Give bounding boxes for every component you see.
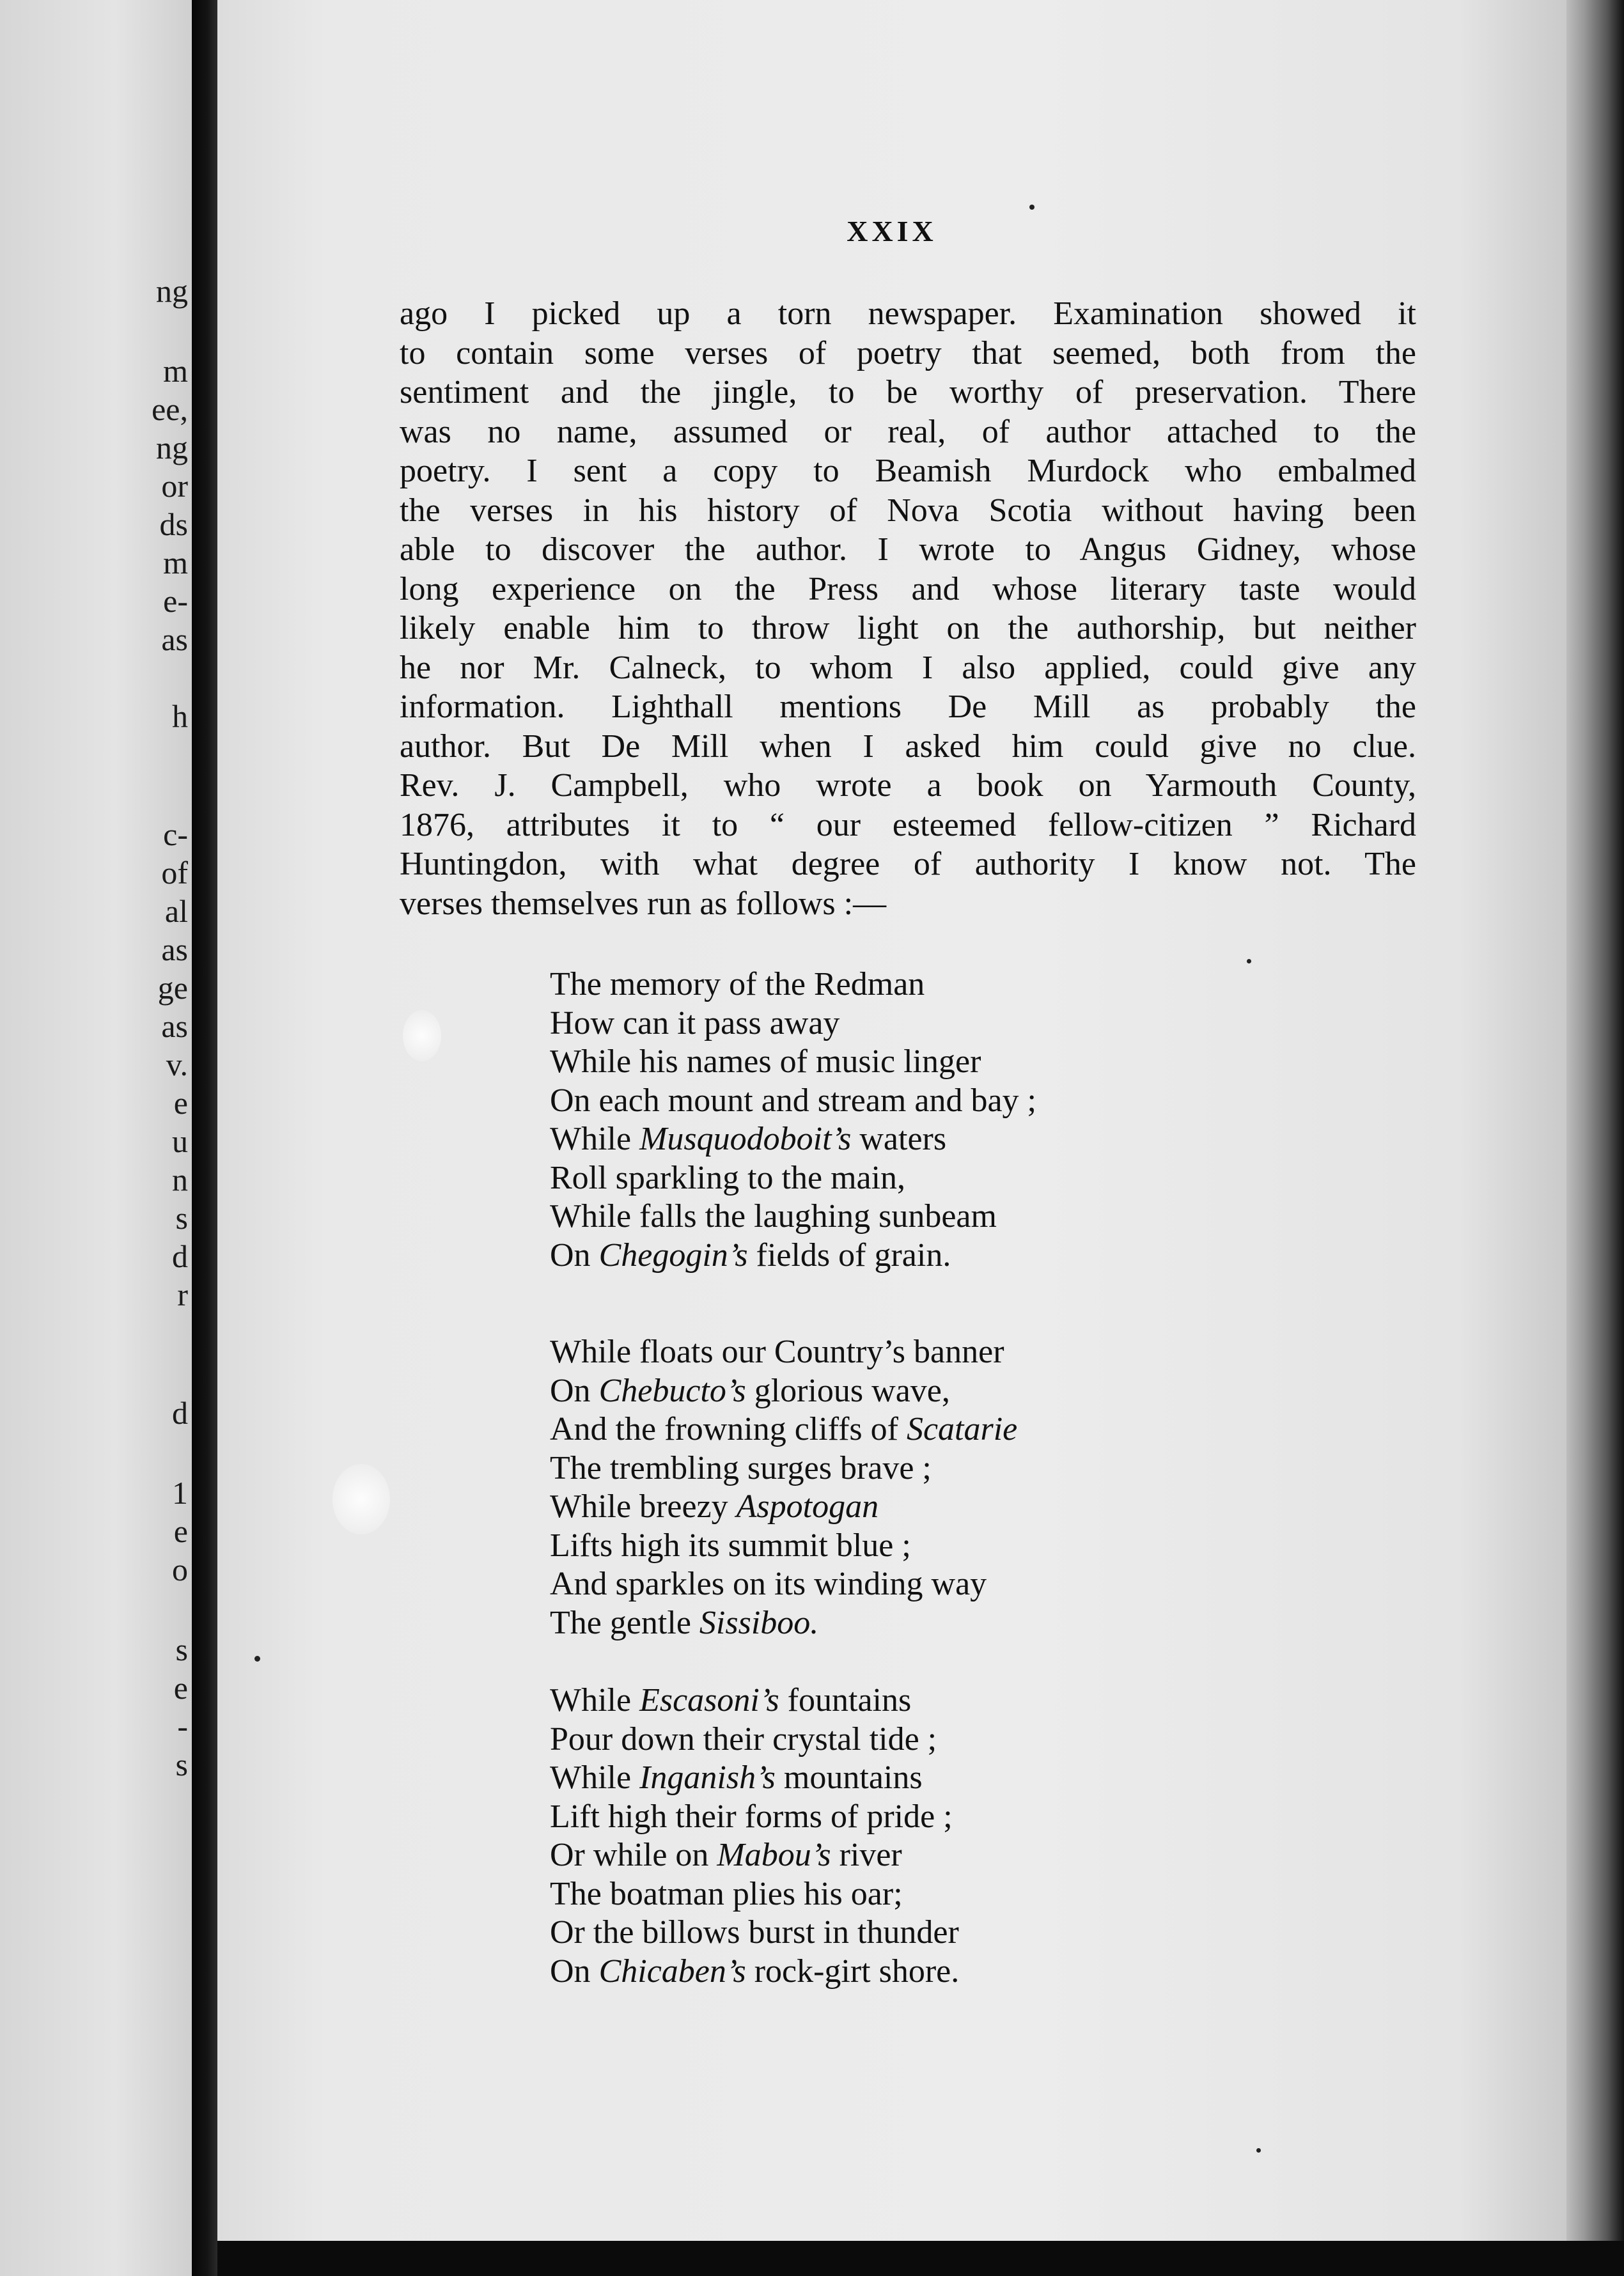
place-name: Aspotogan: [736, 1488, 879, 1525]
page-number: XXIX: [847, 215, 937, 247]
left-page-fragment: e: [173, 1513, 188, 1549]
verse-line: On each mount and stream and bay ;: [550, 1082, 1036, 1119]
left-page-fragment: s: [175, 1200, 188, 1236]
text-line: sentiment and the jingle, to be worthy of preservation. There: [400, 374, 1416, 410]
verse-line: On Chicaben’s rock-girt shore.: [550, 1953, 960, 1990]
left-page-fragment: e-: [163, 583, 188, 619]
left-page-fragment: s: [175, 1747, 188, 1782]
verse-line: Roll sparkling to the main,: [550, 1159, 906, 1196]
verse-line: While Escasoni’s fountains: [550, 1682, 912, 1719]
book-gutter: [192, 0, 217, 2276]
left-page-fragment: e: [173, 1085, 188, 1121]
left-page-fragment: v.: [166, 1047, 188, 1082]
verse-line: While Inganish’s mountains: [550, 1759, 923, 1796]
verse-line: On Chebucto’s glorious wave,: [550, 1372, 950, 1409]
left-page-fragment: s: [175, 1632, 188, 1667]
scan-speck: [254, 1656, 260, 1662]
poem-stanza-3: [550, 1681, 959, 1991]
text-line: likely enable him to throw light on the authorship, but neither: [400, 610, 1416, 646]
left-page-fragment: as: [161, 1008, 188, 1044]
place-name: Inganish’s: [639, 1759, 776, 1796]
scan-speck: [1247, 959, 1251, 963]
verse-line: The memory of the Redman: [550, 966, 925, 1002]
verse-line: While his names of music linger: [550, 1043, 981, 1080]
poem-stanza-2: [550, 1333, 1017, 1642]
body-paragraph: [400, 294, 1416, 923]
verse-line: The gentle Sissiboo.: [550, 1604, 819, 1641]
text-line: information. Lighthall mentions De Mill as probably the: [400, 689, 1416, 725]
place-name: Chebucto’s: [598, 1372, 746, 1409]
poem-stanza-1: [550, 965, 1036, 1275]
text-line: author. But De Mill when I asked him could give no clue.: [400, 728, 1416, 765]
place-name: Chicaben’s: [598, 1953, 746, 1990]
left-page-fragment: -: [177, 1708, 188, 1744]
scan-smudge: [332, 1464, 390, 1534]
text-line: was no name, assumed or real, of author attached to the: [400, 413, 1416, 450]
left-page-fragment: m: [163, 353, 188, 389]
book-page: [217, 0, 1566, 2241]
place-name: Musquodoboit’s: [639, 1121, 852, 1157]
verse-line: Or the billows burst in thunder: [550, 1914, 959, 1951]
text-line: long experience on the Press and whose literary taste would: [400, 570, 1416, 607]
text-line: Huntingdon, with what degree of authority I know not. The: [400, 846, 1416, 882]
left-page-fragment: c-: [163, 816, 188, 852]
verse-line: While floats our Country’s banner: [550, 1334, 1004, 1370]
left-page-fragment: ng: [156, 430, 188, 465]
verse-line: Lifts high its summit blue ;: [550, 1527, 911, 1564]
place-name: Sissiboo.: [699, 1604, 819, 1641]
left-page-fragment: ee,: [152, 391, 188, 427]
left-page-fragment: ds: [159, 506, 188, 542]
verse-line: Or while on Mabou’s river: [550, 1837, 902, 1873]
place-name: Mabou’s: [717, 1837, 831, 1873]
verse-line: And sparkles on its winding way: [550, 1566, 987, 1602]
verse-line: While breezy Aspotogan: [550, 1488, 879, 1525]
left-page-fragment: of: [161, 855, 188, 891]
left-page-fragment: d: [172, 1395, 188, 1431]
left-page-fragment: ge: [157, 970, 188, 1006]
text-line: able to discover the author. I wrote to Angus Gidney, whose: [400, 531, 1416, 568]
left-facing-page: [0, 0, 192, 2276]
text-line: verses themselves run as follows :—: [400, 885, 887, 922]
left-page-fragment: u: [172, 1123, 188, 1159]
text-line: Rev. J. Campbell, who wrote a book on Yarmouth County,: [400, 767, 1416, 804]
left-page-fragment: h: [172, 698, 188, 734]
left-page-fragment: m: [163, 545, 188, 581]
left-page-fragment: d: [172, 1238, 188, 1274]
verse-line: The trembling surges brave ;: [550, 1449, 932, 1486]
left-page-fragment: as: [161, 621, 188, 657]
verse-line: The boatman plies his oar;: [550, 1875, 903, 1912]
left-page-fragment: al: [164, 893, 188, 929]
text-line: ago I picked up a torn newspaper. Examination showed it: [400, 295, 1416, 332]
left-page-fragment: e: [173, 1670, 188, 1706]
verse-line: Pour down their crystal tide ;: [550, 1720, 937, 1758]
left-page-fragment: 1: [172, 1475, 188, 1511]
text-line: poetry. I sent a copy to Beamish Murdock who embalmed: [400, 453, 1416, 489]
scan-speck: [1256, 2148, 1261, 2153]
verse-line: How can it pass away: [550, 1004, 840, 1041]
verse-line: And the frowning cliffs of Scatarie: [550, 1411, 1018, 1447]
place-name: Chegogin’s: [598, 1236, 748, 1274]
left-page-fragment: as: [161, 931, 188, 967]
verse-line: While Musquodoboit’s waters: [550, 1121, 947, 1157]
scan-smudge: [403, 1010, 441, 1061]
verse-line: Lift high their forms of pride ;: [550, 1798, 953, 1835]
text-line: to contain some verses of poetry that seemed, both from the: [400, 334, 1416, 371]
left-page-fragment: n: [172, 1162, 188, 1197]
verse-line: On Chegogin’s fields of grain.: [550, 1236, 951, 1274]
left-page-fragment: o: [172, 1552, 188, 1587]
page-edge-shadow: [1566, 0, 1624, 2241]
left-page-fragment: r: [177, 1277, 188, 1313]
text-line: he nor Mr. Calneck, to whom I also applied, could give any: [400, 649, 1416, 686]
left-page-fragment: or: [161, 468, 188, 504]
text-line: 1876, attributes it to “ our esteemed fellow-citizen ” Richard: [400, 806, 1416, 843]
place-name: Scatarie: [906, 1411, 1018, 1447]
left-page-fragment: ng: [156, 273, 188, 309]
text-line: the verses in his history of Nova Scotia without having been: [400, 492, 1416, 529]
verse-line: While falls the laughing sunbeam: [550, 1198, 997, 1235]
scan-speck: [1029, 205, 1035, 210]
place-name: Escasoni’s: [639, 1682, 779, 1719]
